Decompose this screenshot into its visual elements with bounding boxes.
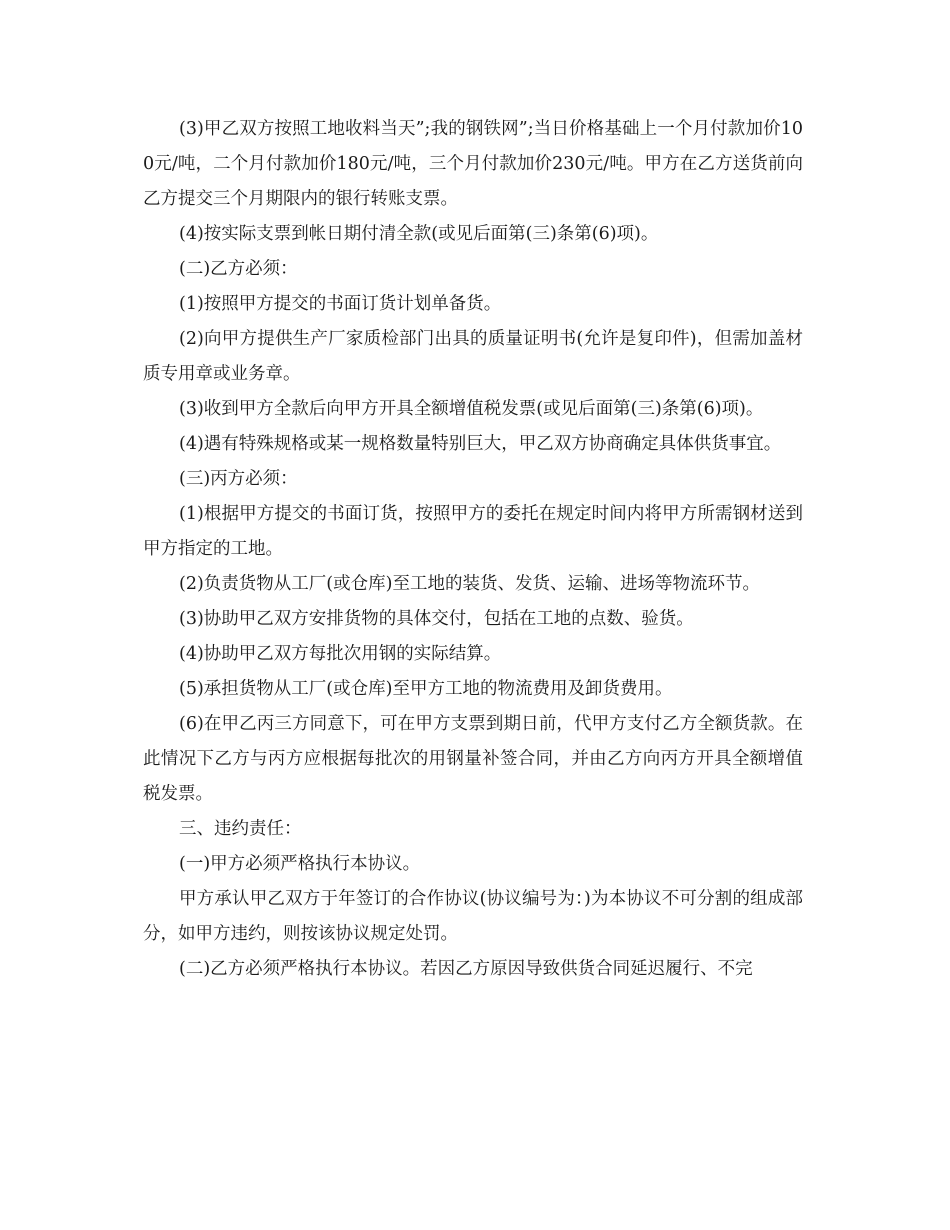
paragraph: (2)负责货物从工厂(或仓库)至工地的装货、发货、运输、进场等物流环节。 — [179, 574, 760, 594]
paragraph: (6)在甲乙丙三方同意下，可在甲方支票到期日前，代甲方支付乙方全额货款。在此情况下乙方与丙方应根据每批次的用钢量补签合同，并由乙方向丙方开具全额增值税发票。 — [143, 714, 803, 804]
paragraph: (二)乙方必须： — [179, 259, 298, 279]
paragraph: (3)收到甲方全款后向甲方开具全额增值税发票(或见后面第(三)条第(6)项)。 — [179, 399, 764, 419]
paragraph: (3)甲乙双方按照工地收料当天”;我的钢铁网”;当日价格基础上一个月付款加价100元/吨，二个月付款加价180元/吨，三个月付款加价230元/吨。甲方在乙方送货前向乙方提交三个月期限内的银行转账支票。 — [143, 119, 803, 209]
paragraph: (3)协助甲乙双方安排货物的具体交付，包括在工地的点数、验货。 — [179, 609, 694, 629]
paragraph: (二)乙方必须严格执行本协议。若因乙方原因导致供货合同延迟履行、不完 — [179, 959, 753, 979]
paragraph: (4)遇有特殊规格或某一规格数量特别巨大，甲乙双方协商确定具体供货事宜。 — [179, 434, 782, 454]
paragraph: (1)根据甲方提交的书面订货，按照甲方的委托在规定时间内将甲方所需钢材送到甲方指定的工地。 — [143, 504, 803, 559]
paragraph: (1)按照甲方提交的书面订货计划单备货。 — [179, 294, 502, 314]
paragraph: (5)承担货物从工厂(或仓库)至甲方工地的物流费用及卸货费用。 — [179, 679, 673, 699]
paragraph: (2)向甲方提供生产厂家质检部门出具的质量证明书(允许是复印件)，但需加盖材质专用章或业务章。 — [143, 329, 803, 384]
paragraph: (4)协助甲乙双方每批次用钢的实际结算。 — [179, 644, 502, 664]
section-heading: 三、违约责任： — [179, 819, 302, 839]
paragraph: (4)按实际支票到帐日期付清全款(或见后面第(三)条第(6)项)。 — [179, 224, 659, 244]
document-body — [143, 112, 803, 987]
paragraph: (一)甲方必须严格执行本协议。 — [179, 854, 421, 874]
paragraph: 甲方承认甲乙双方于年签订的合作协议(协议编号为：)为本协议不可分割的组成部分，如甲方违约，则按该协议规定处罚。 — [143, 889, 803, 944]
paragraph: (三)丙方必须： — [179, 469, 298, 489]
